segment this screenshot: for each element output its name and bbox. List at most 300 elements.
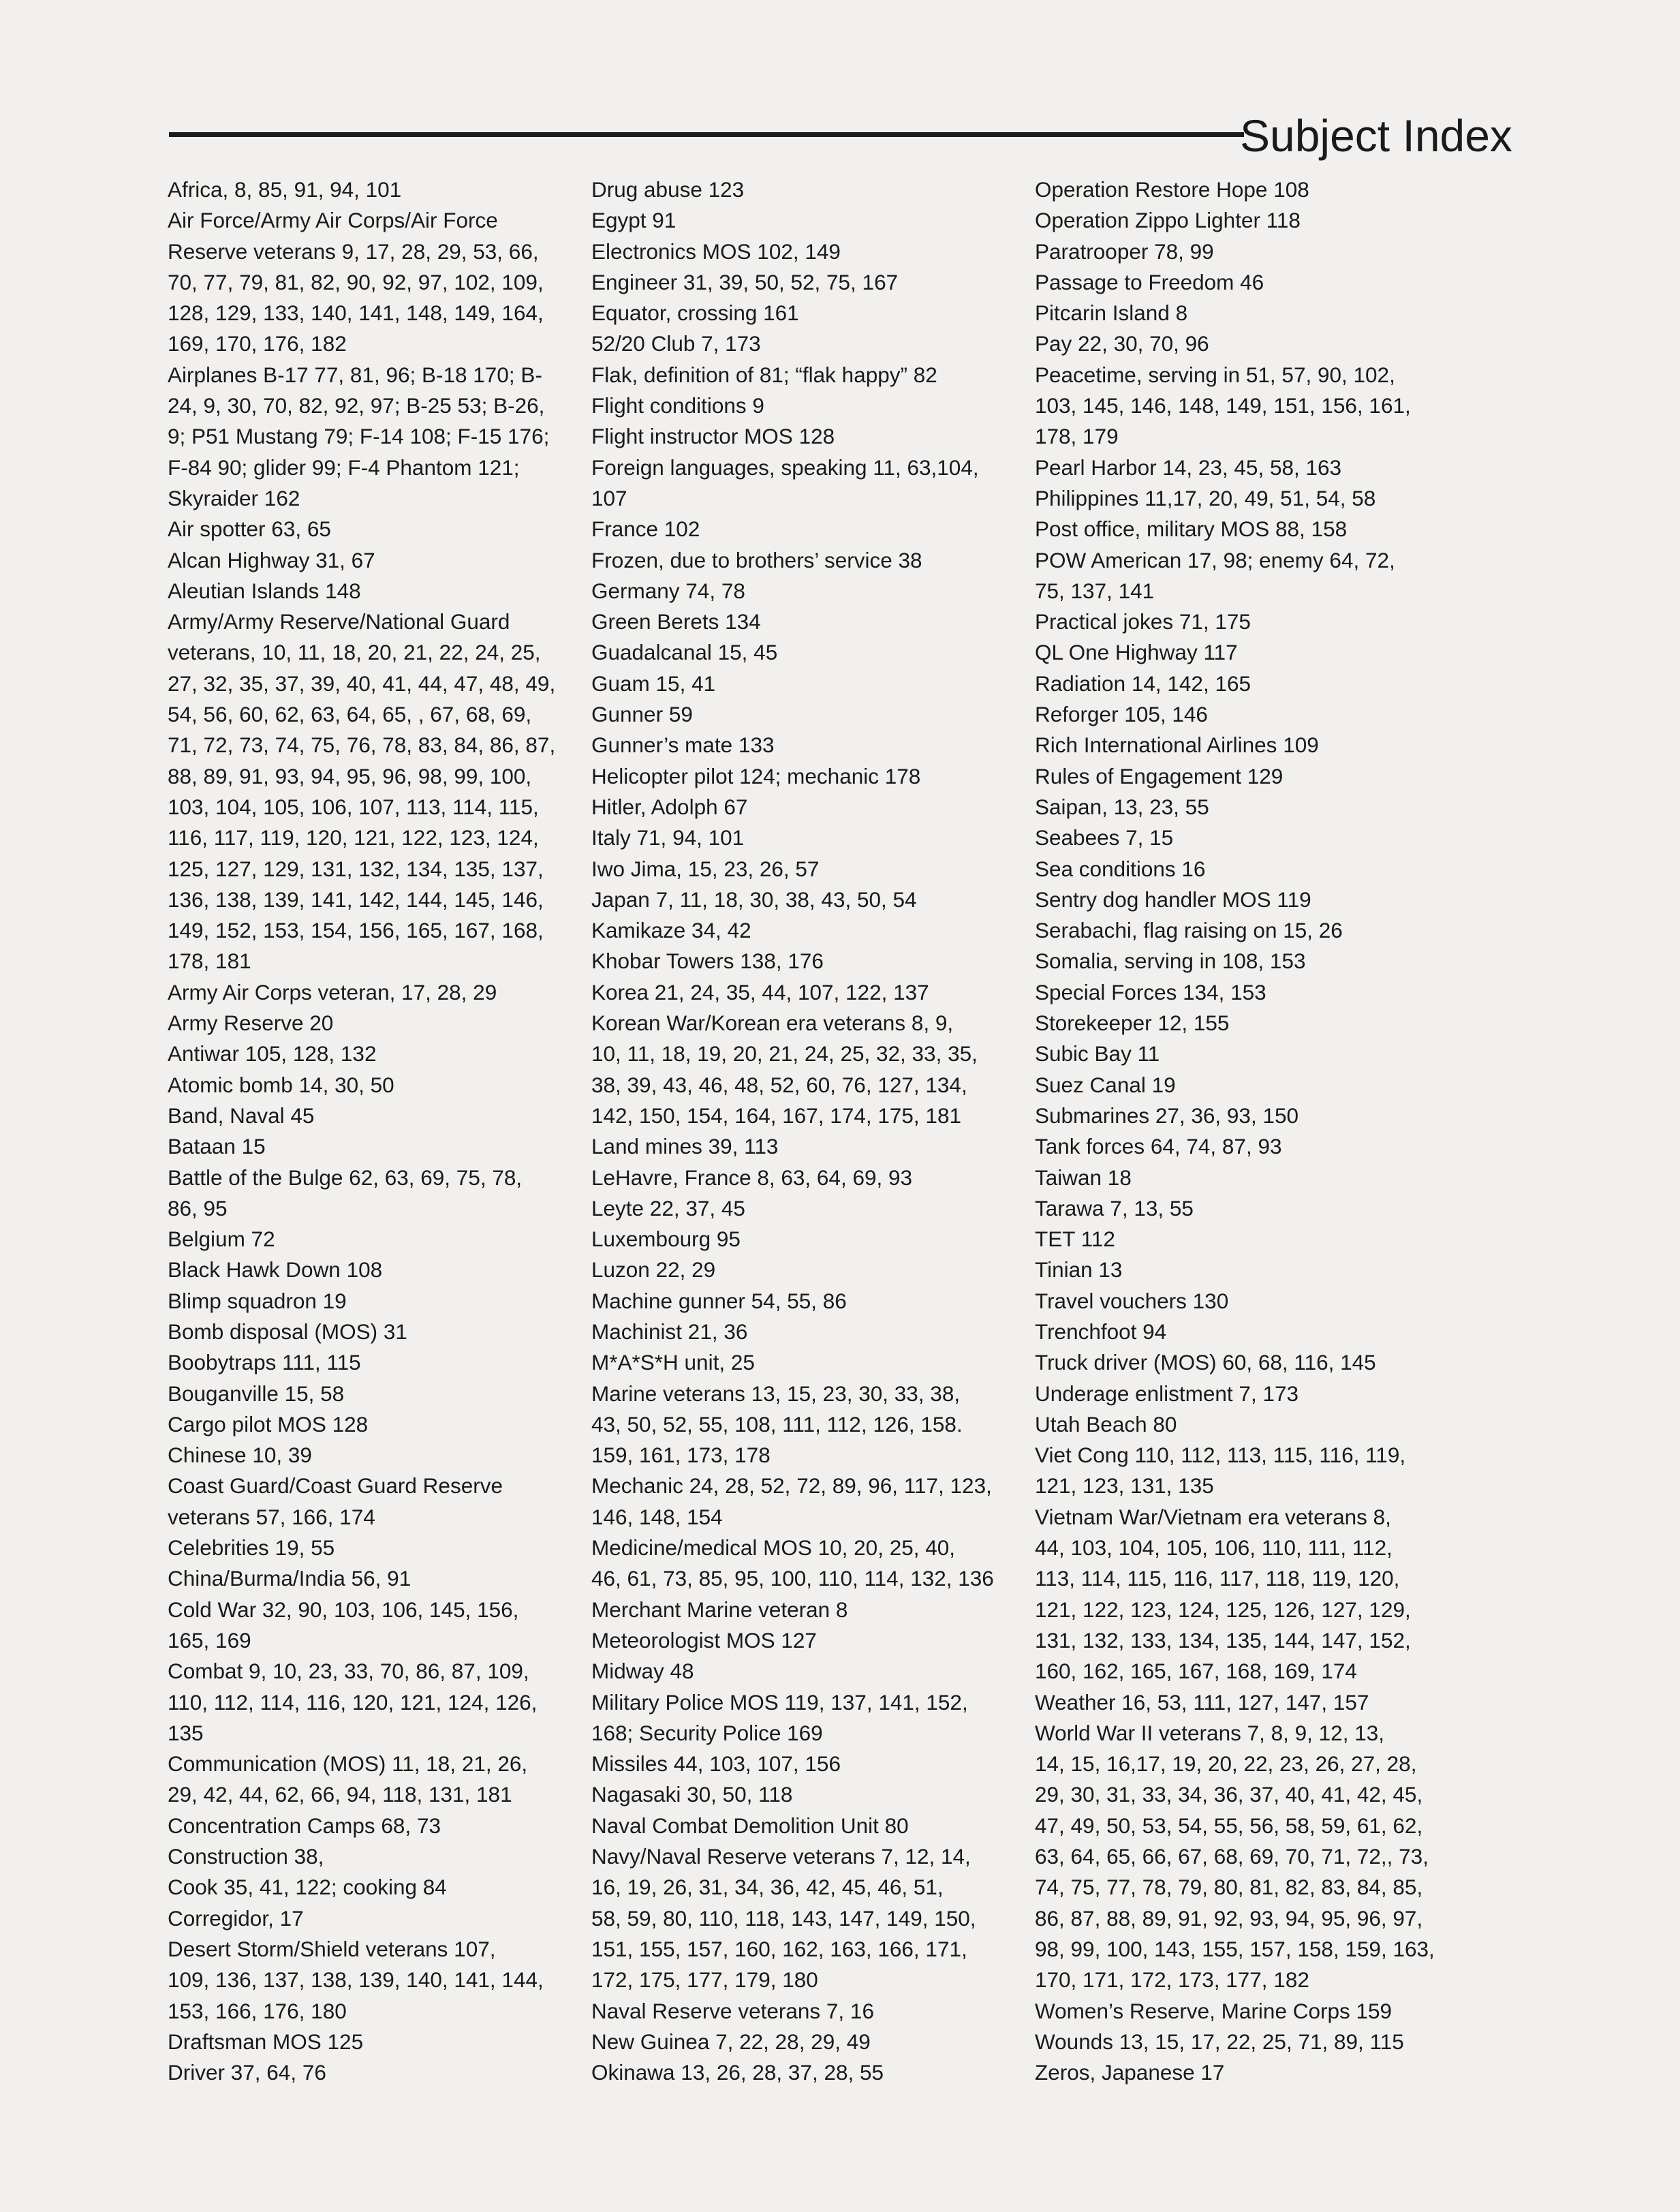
index-entry bbox=[1035, 1440, 1449, 1502]
index-entry bbox=[1035, 1070, 1449, 1101]
index-entry bbox=[591, 1008, 1012, 1131]
index-entry-line: Travel vouchers 130 bbox=[1035, 1288, 1229, 1313]
index-entry-line: Pay 22, 30, 70, 96 bbox=[1035, 331, 1209, 356]
index-entry-line: veterans 57, 166, 174 bbox=[168, 1504, 375, 1529]
index-entry-line: Black Hawk Down 108 bbox=[168, 1257, 383, 1282]
index-entry bbox=[591, 1347, 1012, 1378]
index-entry-line: Zeros, Japanese 17 bbox=[1035, 2060, 1225, 2085]
index-entry-line: Africa, 8, 85, 91, 94, 101 bbox=[168, 177, 402, 202]
index-entry-line: Trenchfoot 94 bbox=[1035, 1319, 1167, 1344]
index-entry bbox=[168, 1039, 553, 1069]
index-entry-line: 142, 150, 154, 164, 167, 174, 175, 181 bbox=[591, 1103, 961, 1128]
index-entry-line: 47, 49, 50, 53, 54, 55, 56, 58, 59, 61, 62, bbox=[1035, 1813, 1423, 1838]
index-entry bbox=[591, 2057, 1012, 2088]
index-entry-line: Germany 74, 78 bbox=[591, 578, 745, 603]
index-entry bbox=[591, 1317, 1012, 1347]
index-entry-line: Skyraider 162 bbox=[168, 485, 300, 510]
index-entry bbox=[1035, 946, 1449, 977]
index-entry-line: Draftsman MOS 125 bbox=[168, 2029, 364, 2054]
index-entry bbox=[1035, 1996, 1449, 2027]
index-entry-line: Flight conditions 9 bbox=[591, 393, 764, 418]
index-entry-line: Concentration Camps 68, 73 bbox=[168, 1813, 441, 1838]
index-entry-line: Truck driver (MOS) 60, 68, 116, 145 bbox=[1035, 1350, 1376, 1375]
index-entry-line: 75, 137, 141 bbox=[1035, 578, 1155, 603]
index-entry bbox=[1035, 236, 1449, 267]
index-entry-line: 52/20 Club 7, 173 bbox=[591, 331, 761, 356]
index-entry-line: France 102 bbox=[591, 517, 700, 542]
index-entry bbox=[591, 946, 1012, 977]
index-entry bbox=[591, 421, 1012, 452]
index-entry bbox=[1035, 483, 1449, 514]
index-entry-line: 110, 112, 114, 116, 120, 121, 124, 126, bbox=[168, 1689, 538, 1715]
index-entry-line: Pearl Harbor 14, 23, 45, 58, 163 bbox=[1035, 455, 1342, 480]
index-entry-line: Vietnam War/Vietnam era veterans 8, bbox=[1035, 1504, 1391, 1529]
index-entry bbox=[591, 761, 1012, 792]
index-entry bbox=[591, 637, 1012, 668]
index-entry-line: LeHavre, France 8, 63, 64, 69, 93 bbox=[591, 1165, 913, 1190]
index-entry bbox=[1035, 1008, 1449, 1039]
index-entry-line: 153, 166, 176, 180 bbox=[168, 1998, 347, 2023]
index-entry bbox=[591, 545, 1012, 576]
index-entry-line: Operation Restore Hope 108 bbox=[1035, 177, 1309, 202]
index-entry-line: Pitcarin Island 8 bbox=[1035, 301, 1188, 326]
index-entry bbox=[591, 1811, 1012, 1841]
index-entry bbox=[168, 1471, 553, 1533]
index-entry bbox=[1035, 514, 1449, 544]
index-entry bbox=[1035, 2027, 1449, 2057]
index-entry-line: Wounds 13, 15, 17, 22, 25, 71, 89, 115 bbox=[1035, 2029, 1404, 2054]
index-entry-line: Bataan 15 bbox=[168, 1134, 266, 1159]
index-entry-line: Post office, military MOS 88, 158 bbox=[1035, 517, 1348, 542]
index-entry bbox=[168, 1595, 553, 1657]
index-entry-line: Band, Naval 45 bbox=[168, 1103, 315, 1128]
index-entry-line: Paratrooper 78, 99 bbox=[1035, 239, 1214, 264]
index-entry bbox=[1035, 452, 1449, 483]
index-entry-line: 113, 114, 115, 116, 117, 118, 119, 120, bbox=[1035, 1566, 1400, 1591]
index-entry-line: 71, 72, 73, 74, 75, 76, 78, 83, 84, 86, 87, bbox=[168, 733, 556, 758]
index-entry bbox=[168, 1070, 553, 1101]
index-entry bbox=[168, 360, 553, 514]
index-entry-line: Atomic bomb 14, 30, 50 bbox=[168, 1072, 394, 1097]
index-entry bbox=[591, 915, 1012, 946]
index-entry bbox=[591, 730, 1012, 761]
index-entry-line: Frozen, due to brothers’ service 38 bbox=[591, 547, 922, 572]
index-entry bbox=[168, 1903, 553, 1934]
index-entry-line: Combat 9, 10, 23, 33, 70, 86, 87, 109, bbox=[168, 1659, 529, 1684]
index-entry-line: Sentry dog handler MOS 119 bbox=[1035, 887, 1311, 912]
index-entry-line: Storekeeper 12, 155 bbox=[1035, 1011, 1230, 1036]
index-entry-line: Foreign languages, speaking 11, 63,104, bbox=[591, 455, 979, 480]
index-entry bbox=[1035, 854, 1449, 885]
index-entry-line: Serabachi, flag raising on 15, 26 bbox=[1035, 918, 1343, 943]
index-entry-line: Khobar Towers 138, 176 bbox=[591, 949, 824, 974]
index-entry bbox=[1035, 545, 1449, 607]
index-entry-line: Machinist 21, 36 bbox=[591, 1319, 748, 1344]
index-entry-line: 109, 136, 137, 138, 139, 140, 141, 144, bbox=[168, 1967, 544, 1993]
index-entry-line: World War II veterans 7, 8, 9, 12, 13, bbox=[1035, 1720, 1384, 1745]
index-entry-line: Blimp squadron 19 bbox=[168, 1288, 347, 1313]
index-entry bbox=[591, 1286, 1012, 1317]
index-entry-line: 160, 162, 165, 167, 168, 169, 174 bbox=[1035, 1659, 1357, 1684]
index-entry bbox=[591, 576, 1012, 606]
index-entry bbox=[591, 328, 1012, 359]
index-entry bbox=[168, 1811, 553, 1841]
index-entry bbox=[591, 1996, 1012, 2027]
index-entry bbox=[591, 1224, 1012, 1255]
index-entry-line: Flak, definition of 81; “flak happy” 82 bbox=[591, 362, 937, 387]
index-entry-line: Boobytraps 111, 115 bbox=[168, 1350, 361, 1375]
index-entry-line: Corregidor, 17 bbox=[168, 1905, 304, 1931]
index-entry-line: 168; Security Police 169 bbox=[591, 1720, 823, 1745]
index-entry-line: 29, 30, 31, 33, 34, 36, 37, 40, 41, 42, 45, bbox=[1035, 1782, 1423, 1807]
index-entry-line: Mechanic 24, 28, 52, 72, 89, 96, 117, 123, bbox=[591, 1473, 992, 1499]
index-entry bbox=[591, 236, 1012, 267]
index-entry bbox=[591, 606, 1012, 637]
index-entry-line: 121, 122, 123, 124, 125, 126, 127, 129, bbox=[1035, 1597, 1411, 1622]
index-entry-line: Driver 37, 64, 76 bbox=[168, 2060, 326, 2085]
index-entry bbox=[168, 606, 556, 977]
index-entry-line: Iwo Jima, 15, 23, 26, 57 bbox=[591, 856, 820, 881]
index-entry-line: Nagasaki 30, 50, 118 bbox=[591, 1782, 793, 1807]
index-entry bbox=[1035, 730, 1449, 761]
page-title: Subject Index bbox=[1240, 110, 1512, 161]
index-entry bbox=[1035, 699, 1449, 730]
index-entry-line: 128, 129, 133, 140, 141, 148, 149, 164, bbox=[168, 301, 544, 326]
index-entry-line: 24, 9, 30, 70, 82, 92, 97; B-25 53; B-26, bbox=[168, 393, 545, 418]
index-entry-line: Military Police MOS 119, 137, 141, 152, bbox=[591, 1689, 968, 1715]
index-entry-line: Alcan Highway 31, 67 bbox=[168, 547, 375, 572]
index-entry-line: Korean War/Korean era veterans 8, 9, bbox=[591, 1011, 954, 1036]
index-entry bbox=[591, 1131, 1012, 1162]
index-entry bbox=[591, 854, 1012, 885]
index-entry bbox=[168, 1841, 553, 1872]
index-entry-line: Reforger 105, 146 bbox=[1035, 702, 1208, 727]
index-entry-line: 58, 59, 80, 110, 118, 143, 147, 149, 150, bbox=[591, 1905, 976, 1931]
index-entry bbox=[591, 977, 1012, 1008]
index-entry bbox=[1035, 1193, 1449, 1224]
index-entry bbox=[168, 1255, 553, 1285]
index-entry-line: Okinawa 13, 26, 28, 37, 28, 55 bbox=[591, 2060, 884, 2085]
index-entry bbox=[591, 1687, 1012, 1749]
index-entry-line: 74, 75, 77, 78, 79, 80, 81, 82, 83, 84, 85, bbox=[1035, 1875, 1423, 1900]
index-entry-line: Navy/Naval Reserve veterans 7, 12, 14, bbox=[591, 1844, 971, 1869]
index-entry-line: Italy 71, 94, 101 bbox=[591, 825, 745, 850]
index-entry-line: 86, 87, 88, 89, 91, 92, 93, 94, 95, 96, 97, bbox=[1035, 1905, 1423, 1931]
index-entry-line: Weather 16, 53, 111, 127, 147, 157 bbox=[1035, 1689, 1369, 1715]
index-entry-line: Naval Reserve veterans 7, 16 bbox=[591, 1998, 874, 2023]
index-entry bbox=[591, 514, 1012, 544]
index-entry-line: POW American 17, 98; enemy 64, 72, bbox=[1035, 547, 1395, 572]
index-entry-line: Kamikaze 34, 42 bbox=[591, 918, 751, 943]
index-entry-line: 16, 19, 26, 31, 34, 36, 42, 45, 46, 51, bbox=[591, 1875, 944, 1900]
index-entry bbox=[168, 1872, 553, 1903]
index-entry-line: veterans, 10, 11, 18, 20, 21, 22, 24, 25, bbox=[168, 640, 541, 665]
index-entry bbox=[1035, 669, 1449, 699]
index-entry-line: 121, 123, 131, 135 bbox=[1035, 1473, 1214, 1499]
index-entry-line: 27, 32, 35, 37, 39, 40, 41, 44, 47, 48, 49, bbox=[168, 671, 556, 696]
index-entry-line: Taiwan 18 bbox=[1035, 1165, 1132, 1190]
index-entry-line: Seabees 7, 15 bbox=[1035, 825, 1174, 850]
index-entry-line: 54, 56, 60, 62, 63, 64, 65, , 67, 68, 69, bbox=[168, 702, 532, 727]
index-entry bbox=[1035, 1255, 1449, 1285]
index-entry-line: Gunner’s mate 133 bbox=[591, 733, 775, 758]
index-entry-line: Egypt 91 bbox=[591, 208, 676, 233]
index-entry bbox=[168, 1347, 553, 1378]
index-entry bbox=[1035, 1163, 1449, 1193]
index-entry bbox=[591, 669, 1012, 699]
index-entry-line: 169, 170, 176, 182 bbox=[168, 331, 347, 356]
index-entry bbox=[591, 298, 1012, 328]
index-entry-line: Sea conditions 16 bbox=[1035, 856, 1206, 881]
index-entry bbox=[1035, 761, 1449, 792]
index-entry bbox=[591, 823, 1012, 853]
index-entry-line: 70, 77, 79, 81, 82, 90, 92, 97, 102, 109, bbox=[168, 269, 544, 294]
index-entry-line: 178, 181 bbox=[168, 949, 251, 974]
index-entry-line: Air Force/Army Air Corps/Air Force bbox=[168, 208, 498, 233]
index-entry-line: Tank forces 64, 74, 87, 93 bbox=[1035, 1134, 1282, 1159]
index-entry-line: 107 bbox=[591, 485, 627, 510]
index-entry bbox=[591, 2027, 1012, 2057]
index-entry-line: Guam 15, 41 bbox=[591, 671, 716, 696]
index-entry-line: 159, 161, 173, 178 bbox=[591, 1443, 771, 1468]
index-entry-line: Aleutian Islands 148 bbox=[168, 578, 361, 603]
index-entry-line: Cold War 32, 90, 103, 106, 145, 156, bbox=[168, 1597, 519, 1622]
index-entry-line: Electronics MOS 102, 149 bbox=[591, 239, 841, 264]
index-entry-line: Somalia, serving in 108, 153 bbox=[1035, 949, 1306, 974]
index-entry-line: Saipan, 13, 23, 55 bbox=[1035, 794, 1209, 819]
index-entry bbox=[168, 205, 553, 359]
index-entry-line: Bouganville 15, 58 bbox=[168, 1381, 345, 1406]
index-entry bbox=[591, 390, 1012, 421]
index-entry-line: Viet Cong 110, 112, 113, 115, 116, 119, bbox=[1035, 1443, 1406, 1468]
index-entry-line: M*A*S*H unit, 25 bbox=[591, 1350, 755, 1375]
index-entry-line: 63, 64, 65, 66, 67, 68, 69, 70, 71, 72,, 73, bbox=[1035, 1844, 1429, 1869]
index-entry-line: Meteorologist MOS 127 bbox=[591, 1627, 817, 1653]
index-entry-line: Medicine/medical MOS 10, 20, 25, 40, bbox=[591, 1535, 956, 1561]
index-entry-line: Submarines 27, 36, 93, 150 bbox=[1035, 1103, 1299, 1128]
index-entry-line: 131, 132, 133, 134, 135, 144, 147, 152, bbox=[1035, 1627, 1411, 1653]
index-entry-line: Missiles 44, 103, 107, 156 bbox=[591, 1751, 841, 1777]
index-entry bbox=[168, 2057, 553, 2088]
index-entry-line: QL One Highway 117 bbox=[1035, 640, 1238, 665]
index-entry bbox=[168, 1224, 553, 1255]
index-entry bbox=[168, 1656, 553, 1749]
index-entry bbox=[1035, 174, 1449, 205]
index-entry-line: New Guinea 7, 22, 28, 29, 49 bbox=[591, 2029, 871, 2054]
index-entry-line: Machine gunner 54, 55, 86 bbox=[591, 1288, 847, 1313]
index-entry bbox=[168, 1163, 553, 1225]
index-entry bbox=[591, 360, 1012, 390]
index-entry-line: Equator, crossing 161 bbox=[591, 301, 799, 326]
index-entry bbox=[168, 576, 553, 606]
index-entry-line: 151, 155, 157, 160, 162, 163, 166, 171, bbox=[591, 1936, 967, 1961]
index-entry-line: Guadalcanal 15, 45 bbox=[591, 640, 778, 665]
index-entry-line: Tarawa 7, 13, 55 bbox=[1035, 1195, 1194, 1220]
index-entry bbox=[591, 267, 1012, 298]
index-entry-line: 165, 169 bbox=[168, 1627, 251, 1653]
index-column-3 bbox=[1035, 174, 1449, 2088]
index-entry-line: Korea 21, 24, 35, 44, 107, 122, 137 bbox=[591, 979, 929, 1004]
index-entry-line: China/Burma/India 56, 91 bbox=[168, 1566, 411, 1591]
index-entry-line: Battle of the Bulge 62, 63, 69, 75, 78, bbox=[168, 1165, 523, 1190]
index-entry-line: Merchant Marine veteran 8 bbox=[591, 1597, 848, 1622]
index-entry bbox=[168, 174, 553, 205]
index-entry-line: F-84 90; glider 99; F-4 Phantom 121; bbox=[168, 455, 520, 480]
index-entry-line: Green Berets 134 bbox=[591, 609, 761, 634]
index-entry bbox=[1035, 1409, 1449, 1440]
index-entry-line: Suez Canal 19 bbox=[1035, 1072, 1176, 1097]
index-entry-line: Subic Bay 11 bbox=[1035, 1041, 1160, 1066]
index-entry-line: Antiwar 105, 128, 132 bbox=[168, 1041, 377, 1066]
index-entry bbox=[1035, 2057, 1449, 2088]
index-entry-line: Celebrities 19, 55 bbox=[168, 1535, 335, 1561]
index-entry bbox=[591, 699, 1012, 730]
index-entry-line: Army Reserve 20 bbox=[168, 1011, 334, 1036]
index-entry bbox=[1035, 1687, 1449, 1718]
index-entry-line: Special Forces 134, 153 bbox=[1035, 979, 1266, 1004]
index-entry-line: 146, 148, 154 bbox=[591, 1504, 723, 1529]
index-entry-line: Tinian 13 bbox=[1035, 1257, 1123, 1282]
index-entry-line: Japan 7, 11, 18, 30, 38, 43, 50, 54 bbox=[591, 887, 917, 912]
index-entry-line: Land mines 39, 113 bbox=[591, 1134, 779, 1159]
index-entry bbox=[1035, 823, 1449, 853]
index-entry-line: Practical jokes 71, 175 bbox=[1035, 609, 1251, 634]
index-entry bbox=[1035, 267, 1449, 298]
index-entry-line: Utah Beach 80 bbox=[1035, 1411, 1177, 1437]
index-entry bbox=[1035, 1101, 1449, 1131]
index-entry bbox=[168, 1934, 553, 2027]
index-entry-line: 125, 127, 129, 131, 132, 134, 135, 137, bbox=[168, 856, 544, 881]
index-entry-line: Midway 48 bbox=[591, 1659, 694, 1684]
index-entry-line: 135 bbox=[168, 1720, 204, 1745]
index-entry bbox=[1035, 885, 1449, 915]
index-entry-line: 88, 89, 91, 93, 94, 95, 96, 98, 99, 100, bbox=[168, 763, 532, 788]
index-entry bbox=[1035, 637, 1449, 668]
index-entry-line: Drug abuse 123 bbox=[591, 177, 745, 202]
index-column-2 bbox=[591, 174, 1012, 2088]
index-entry bbox=[1035, 1286, 1449, 1317]
index-entry-line: Passage to Freedom 46 bbox=[1035, 269, 1264, 294]
index-column-1 bbox=[168, 174, 556, 2088]
index-entry bbox=[591, 1471, 1012, 1533]
index-entry bbox=[591, 1379, 1012, 1471]
index-entry-line: 103, 104, 105, 106, 107, 113, 114, 115, bbox=[168, 794, 539, 819]
index-entry bbox=[168, 1379, 553, 1409]
index-entry bbox=[591, 452, 1012, 514]
index-entry-line: Flight instructor MOS 128 bbox=[591, 424, 835, 449]
index-entry-line: Gunner 59 bbox=[591, 702, 693, 727]
index-entry bbox=[1035, 792, 1449, 823]
index-entry bbox=[168, 1563, 553, 1594]
index-entry bbox=[168, 1409, 553, 1440]
index-entry-line: Cook 35, 41, 122; cooking 84 bbox=[168, 1875, 447, 1900]
index-entry-line: 170, 171, 172, 173, 177, 182 bbox=[1035, 1967, 1309, 1993]
index-entry bbox=[168, 1008, 553, 1039]
index-entry-line: Reserve veterans 9, 17, 28, 29, 53, 66, bbox=[168, 239, 539, 264]
index-entry-line: TET 112 bbox=[1035, 1227, 1115, 1252]
index-entry-line: Operation Zippo Lighter 118 bbox=[1035, 208, 1301, 233]
index-entry-line: Air spotter 63, 65 bbox=[168, 517, 331, 542]
index-entry bbox=[168, 514, 553, 544]
index-entry-line: Army Air Corps veteran, 17, 28, 29 bbox=[168, 979, 497, 1004]
index-entry-line: 44, 103, 104, 105, 106, 110, 111, 112, bbox=[1035, 1535, 1393, 1561]
index-entry bbox=[1035, 977, 1449, 1008]
index-entry bbox=[168, 1286, 553, 1317]
index-entry bbox=[168, 545, 553, 576]
index-entry-line: 10, 11, 18, 19, 20, 21, 24, 25, 32, 33, 35, bbox=[591, 1041, 978, 1066]
index-entry-line: Belgium 72 bbox=[168, 1227, 275, 1252]
index-entry-line: Rich International Airlines 109 bbox=[1035, 733, 1319, 758]
index-entry-line: 178, 179 bbox=[1035, 424, 1119, 449]
index-entry bbox=[168, 1440, 553, 1471]
index-entry-line: Cargo pilot MOS 128 bbox=[168, 1411, 369, 1437]
index-entry-line: Luxembourg 95 bbox=[591, 1227, 741, 1252]
index-entry-line: Rules of Engagement 129 bbox=[1035, 763, 1284, 788]
index-entry bbox=[168, 977, 553, 1008]
index-entry bbox=[168, 1101, 553, 1131]
index-entry bbox=[591, 1255, 1012, 1285]
index-entry-line: Engineer 31, 39, 50, 52, 75, 167 bbox=[591, 269, 899, 294]
index-entry-line: 86, 95 bbox=[168, 1195, 228, 1220]
index-entry-line: 116, 117, 119, 120, 121, 122, 123, 124, bbox=[168, 825, 539, 850]
index-entry bbox=[591, 1779, 1012, 1810]
index-entry-line: Desert Storm/Shield veterans 107, bbox=[168, 1936, 496, 1961]
index-entry bbox=[1035, 1718, 1449, 1996]
index-entry bbox=[168, 1131, 553, 1162]
index-entry bbox=[1035, 298, 1449, 328]
index-entry bbox=[1035, 205, 1449, 236]
index-entry-line: 149, 152, 153, 154, 156, 165, 167, 168, bbox=[168, 918, 544, 943]
index-entry bbox=[1035, 915, 1449, 946]
index-entry-line: Luzon 22, 29 bbox=[591, 1257, 716, 1282]
index-entry bbox=[1035, 1039, 1449, 1069]
index-entry-line: Leyte 22, 37, 45 bbox=[591, 1195, 745, 1220]
index-entry-line: Peacetime, serving in 51, 57, 90, 102, bbox=[1035, 362, 1395, 387]
index-entry bbox=[591, 1595, 1012, 1625]
index-entry bbox=[1035, 1224, 1449, 1255]
index-entry-line: 14, 15, 16,17, 19, 20, 22, 23, 26, 27, 28, bbox=[1035, 1751, 1417, 1777]
index-entry-line: Women’s Reserve, Marine Corps 159 bbox=[1035, 1998, 1393, 2023]
index-entry-line: 136, 138, 139, 141, 142, 144, 145, 146, bbox=[168, 887, 544, 912]
index-entry bbox=[1035, 1347, 1449, 1378]
index-entry-line: Construction 38, bbox=[168, 1844, 324, 1869]
index-entry-line: 98, 99, 100, 143, 155, 157, 158, 159, 163, bbox=[1035, 1936, 1435, 1961]
index-entry-line: Bomb disposal (MOS) 31 bbox=[168, 1319, 407, 1344]
index-entry bbox=[1035, 1317, 1449, 1347]
index-entry bbox=[591, 205, 1012, 236]
index-entry-line: Coast Guard/Coast Guard Reserve bbox=[168, 1473, 503, 1499]
index-entry bbox=[168, 1749, 553, 1811]
index-entry-line: Underage enlistment 7, 173 bbox=[1035, 1381, 1298, 1406]
index-entry-line: 43, 50, 52, 55, 108, 111, 112, 126, 158. bbox=[591, 1411, 963, 1437]
index-entry bbox=[591, 1533, 1012, 1595]
index-entry bbox=[591, 1749, 1012, 1779]
index-entry bbox=[1035, 360, 1449, 452]
index-entry bbox=[591, 1841, 1012, 1995]
index-entry-line: Hitler, Adolph 67 bbox=[591, 794, 748, 819]
index-entry bbox=[1035, 1502, 1449, 1687]
index-entry bbox=[591, 1625, 1012, 1656]
index-entry bbox=[168, 2027, 553, 2057]
index-entry-line: 9; P51 Mustang 79; F-14 108; F-15 176; bbox=[168, 424, 550, 449]
index-entry-line: 172, 175, 177, 179, 180 bbox=[591, 1967, 818, 1993]
index-entry bbox=[1035, 328, 1449, 359]
header-rule bbox=[169, 132, 1244, 137]
index-entry bbox=[591, 174, 1012, 205]
index-entry-line: Radiation 14, 142, 165 bbox=[1035, 671, 1251, 696]
index-entry-line: Airplanes B-17 77, 81, 96; B-18 170; B- bbox=[168, 362, 542, 387]
index-entry bbox=[591, 1193, 1012, 1224]
